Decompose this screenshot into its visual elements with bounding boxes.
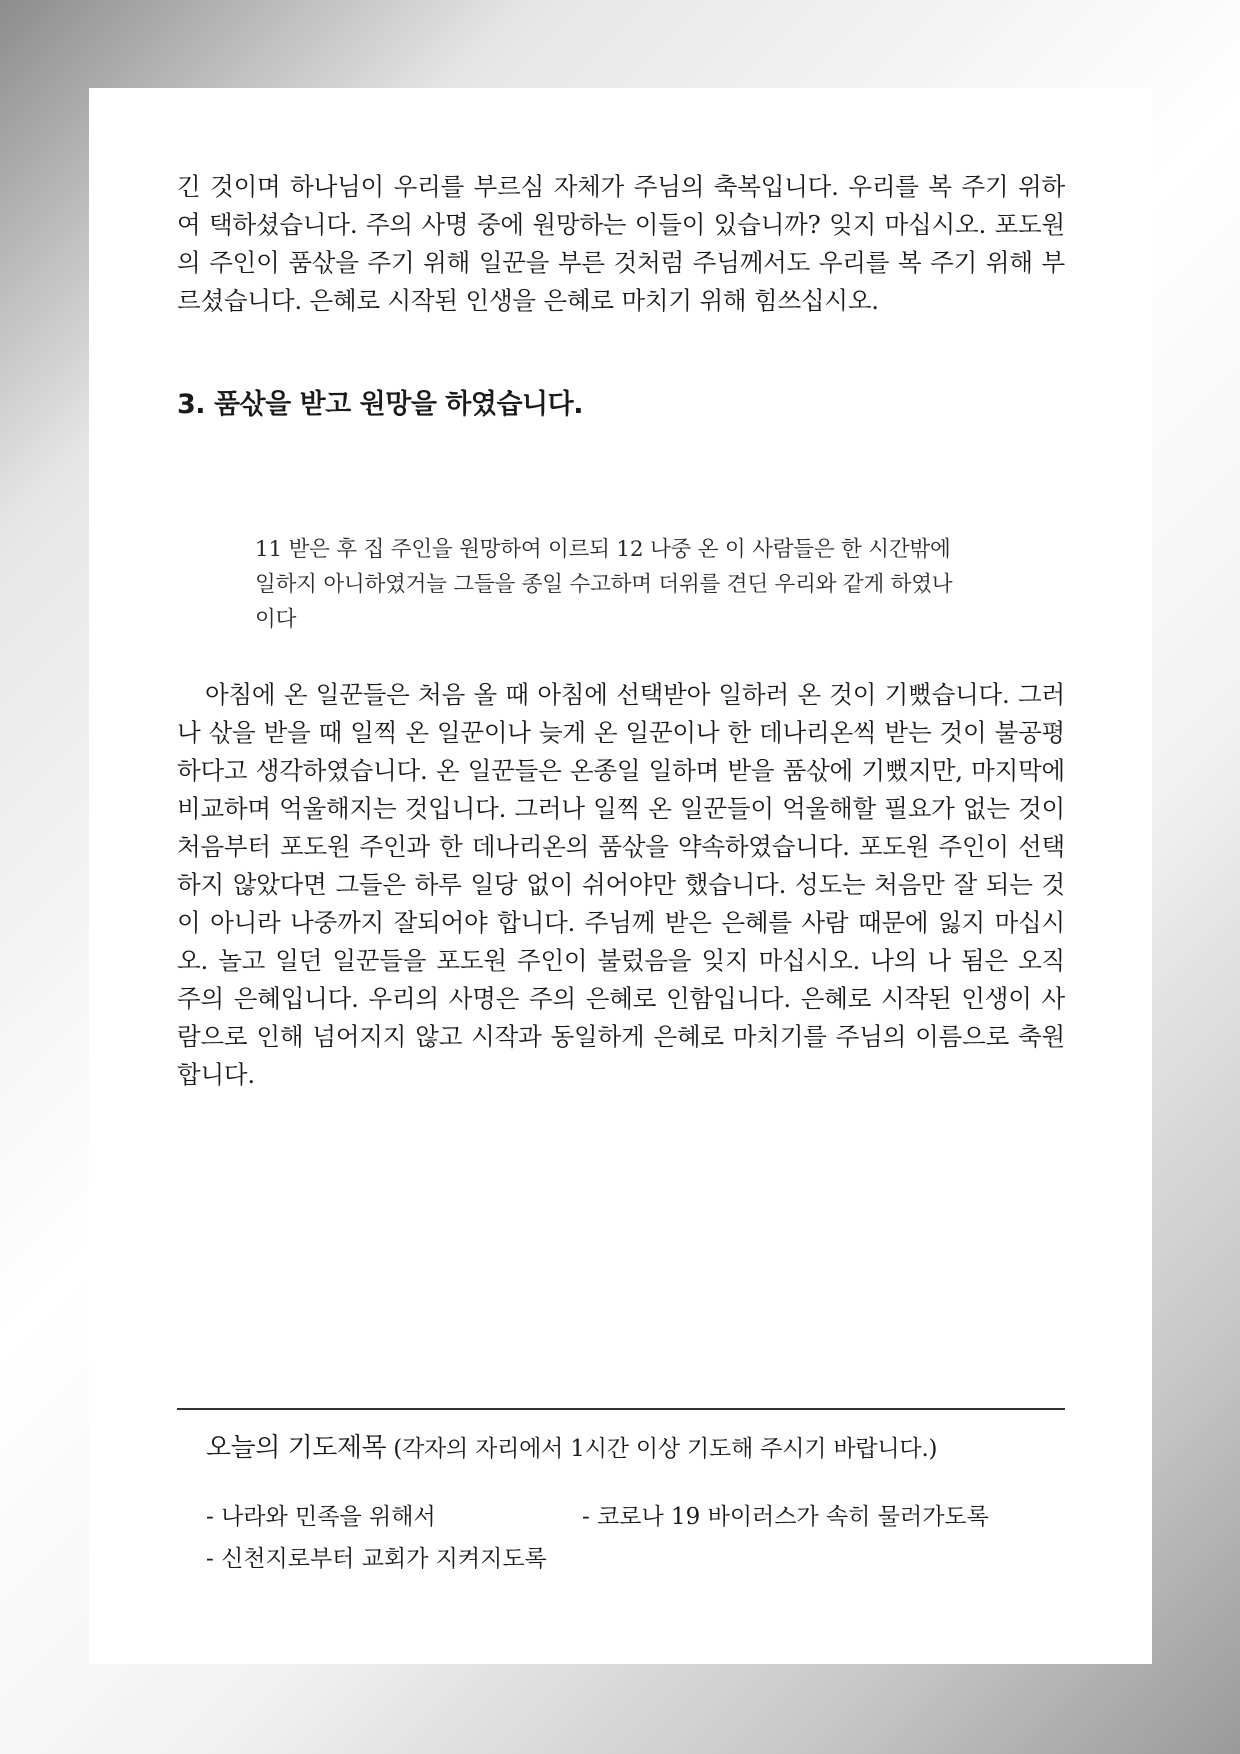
section-heading: 3. 품삯을 받고 원망을 하였습니다. xyxy=(177,389,583,420)
quote-line: 일하지 아니하였거늘 그들을 종일 수고하며 더위를 견딘 우리와 같게 하였나 xyxy=(255,572,953,597)
prayer-list xyxy=(206,1499,1056,1589)
quote-line: 이다 xyxy=(255,607,297,632)
prayer-item: - 나라와 민족을 위해서 xyxy=(206,1504,436,1530)
quote-line: 11 받은 후 집 주인을 원망하여 이르되 12 나중 온 이 사람들은 한 시간밖에 xyxy=(255,537,951,562)
section-body-paragraph: 아침에 온 일꾼들은 처음 올 때 아침에 선택받아 일하러 온 것이 기뻤습니다. 그러나 삯을 받을 때 일찍 온 일꾼이나 늦게 온 일꾼이나 한 데나리온씩 받는 것이 불공평하다고 생각하였습니다. 온 일꾼들은 온종일 일하며 받을 품삯에 기뻤지만, 마지막에 비교하며 억울해지는 것입니다. 그러나 일찍 온 일꾼들이 억울해할 필요가 없는 것이 처음부터 포도원 주인과 한 데나리온의 품삯을 약속하였습니다. 포도원 주인이 선택하지 않았다면 그들은 하루 일당 없이 쉬어야만 했습니다. 성도는 처음만 잘 되는 것이 아니라 나중까지 잘되어야 합니다. 주님께 받은 은혜를 사람 때문에 잃지 마십시오. 놀고 일던 일꾼들을 포도원 주인이 불렀음을 잊지 마십시오. 나의 나 됨은 오직 주의 은혜입니다. 우리의 사명은 주의 은혜로 인함입니다. 은혜로 시작된 인생이 사람으로 인해 넘어지지 않고 시작과 동일하게 은혜로 마치기를 주님의 이름으로 축원합니다. xyxy=(177,680,1065,1089)
document-page xyxy=(89,88,1152,1664)
prayer-item: - 코로나 19 바이러스가 속히 물러가도록 xyxy=(582,1504,989,1530)
section-divider xyxy=(177,1408,1065,1410)
prayer-item: - 신천지로부터 교회가 지켜지도록 xyxy=(206,1546,547,1572)
prayer-header xyxy=(206,1428,1056,1469)
page-content xyxy=(177,168,1065,1089)
scripture-quote xyxy=(255,532,975,637)
prayer-note: (각자의 자리에서 1시간 이상 기도해 주시기 바랍니다.) xyxy=(386,1436,938,1462)
prayer-section xyxy=(206,1428,1056,1589)
intro-paragraph: 긴 것이며 하나님이 우리를 부르심 자체가 주님의 축복입니다. 우리를 복 주기 위하여 택하셨습니다. 주의 사명 중에 원망하는 이들이 있습니까? 잊지 마십시오. 포도원의 주인이 품삯을 주기 위해 일꾼을 부른 것처럼 주님께서도 우리를 복 주기 위해 부르셨습니다. 은혜로 시작된 인생을 은혜로 마치기 위해 힘쓰십시오. xyxy=(177,172,1065,315)
prayer-title: 오늘의 기도제목 xyxy=(206,1433,387,1463)
